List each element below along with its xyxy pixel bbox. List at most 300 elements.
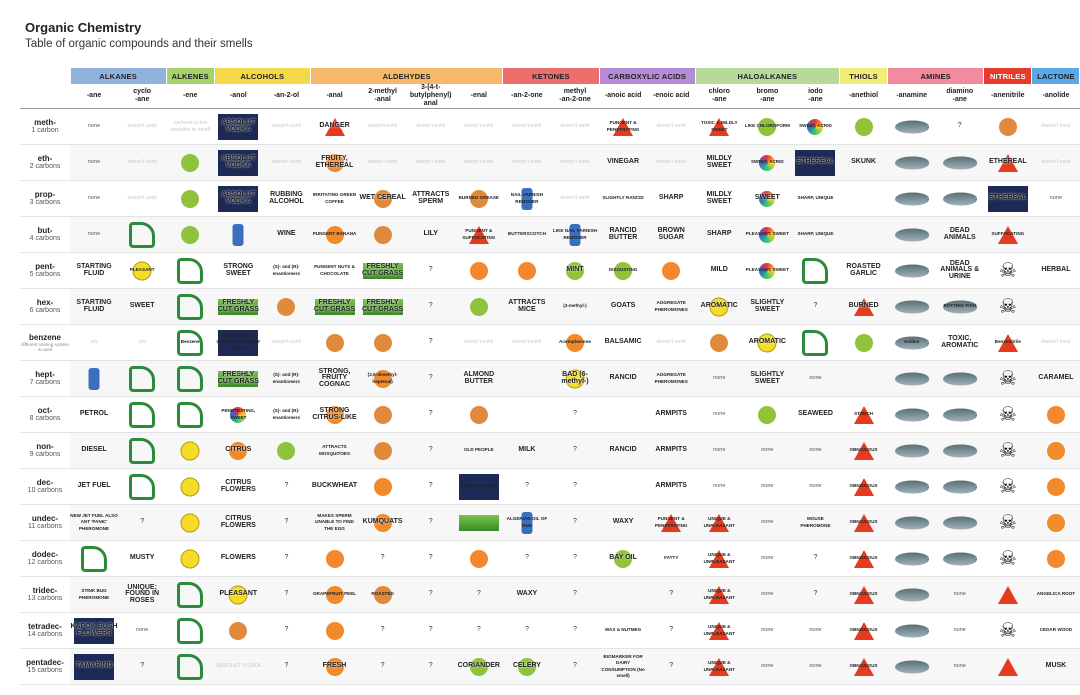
smell-cell	[791, 649, 839, 685]
smell-text: none	[87, 159, 101, 166]
group-header-alkenes: ALKENES	[166, 68, 214, 84]
smell-cell	[70, 577, 118, 613]
smell-cell	[1032, 289, 1080, 325]
smell-text: doesn't exist	[367, 159, 398, 166]
row-carbon-count: 3 carbons	[29, 199, 61, 206]
smell-cell	[70, 253, 118, 289]
smell-cell	[936, 649, 984, 685]
fruit-icon	[1047, 514, 1065, 532]
smell-cell	[599, 649, 647, 685]
column-header: -anol	[214, 84, 262, 109]
smell-text: ?	[428, 518, 433, 526]
smell-cell	[166, 505, 214, 541]
smell-cell	[695, 577, 743, 613]
smell-text: STARTING FLUID	[76, 299, 112, 313]
green-icon	[855, 334, 873, 352]
green-icon	[470, 298, 488, 316]
smell-text: (2,6-dimethyl-heptenal)	[367, 372, 398, 384]
smell-text: BIOMARKER FOR DAIRY CONSUMPTION (No smell)	[601, 653, 645, 678]
drop-icon	[710, 334, 728, 352]
smell-text: RANCID	[609, 374, 637, 382]
smell-cell	[791, 469, 839, 505]
smell-text: GOATS	[610, 302, 636, 310]
smell-text: AGGREGATE PHEROMONES	[654, 372, 688, 384]
smell-text: none	[136, 627, 149, 634]
drop-icon	[374, 442, 392, 460]
smell-text: doesn't exist	[560, 123, 590, 130]
smell-text: doesn't exist	[512, 339, 542, 346]
smell-cell	[214, 253, 262, 289]
smell-text: ?	[428, 374, 433, 382]
pump-icon	[129, 366, 155, 392]
smell-cell	[791, 253, 839, 289]
smell-cell	[1032, 433, 1080, 469]
skull-icon: ☠	[998, 259, 1017, 282]
smell-text: none	[761, 483, 774, 490]
smell-text: BALSAMIC	[604, 338, 642, 346]
smell-text: ?	[428, 590, 433, 598]
smell-cell	[888, 289, 936, 325]
smell-cell	[166, 109, 214, 145]
smell-cell	[407, 289, 455, 325]
suffix-header-row	[20, 84, 1080, 109]
smell-cell	[70, 433, 118, 469]
smell-cell	[262, 325, 310, 361]
skull-icon: ☠	[998, 475, 1017, 498]
smell-text: none	[809, 663, 822, 670]
smell-cell	[984, 469, 1032, 505]
fish-icon	[943, 444, 977, 457]
smell-cell	[359, 109, 407, 145]
smell-cell	[791, 217, 839, 253]
smell-cell	[214, 649, 262, 685]
skull-icon: ☠	[998, 295, 1017, 318]
smell-text: SWEET, ACRID	[750, 159, 784, 165]
fruit-icon	[1047, 550, 1065, 568]
smell-cell	[70, 289, 118, 325]
smell-text: ETHEREAL	[796, 158, 835, 166]
smell-cell	[118, 577, 166, 613]
smell-text: ETHEREAL	[988, 194, 1027, 202]
smell-text: none	[761, 591, 774, 598]
smell-cell	[743, 577, 791, 613]
smell-cell	[455, 145, 503, 181]
smell-cell	[1032, 109, 1080, 145]
row-label	[20, 541, 70, 577]
smell-text: NEW JET FUEL ALSO ANT 'PANIC' PHEROMONE	[70, 512, 118, 531]
smell-text: RUBBING ALCOHOL	[269, 191, 304, 205]
smell-cell	[166, 361, 214, 397]
fruit-icon	[470, 550, 488, 568]
smell-text: ETHEREAL	[988, 158, 1027, 166]
smell-text: doesn't exist	[560, 195, 590, 202]
row-label	[20, 181, 70, 217]
group-header-lactone: LACTONE	[1032, 68, 1080, 84]
smell-cell	[791, 577, 839, 613]
smell-cell	[840, 109, 888, 145]
smell-cell	[840, 181, 888, 217]
smell-cell	[310, 289, 358, 325]
smell-text: DIESEL	[81, 446, 107, 454]
smell-text: none	[761, 627, 774, 634]
group-header-blank	[20, 68, 70, 84]
table-row	[20, 145, 1080, 181]
smell-cell	[647, 433, 695, 469]
drop-icon	[326, 334, 344, 352]
fish-icon	[943, 192, 977, 205]
smell-text: ?	[813, 302, 818, 310]
row-carbon-count: 1 carbon	[31, 127, 59, 134]
smell-cell	[888, 433, 936, 469]
smell-text: SUFFOCATING	[991, 231, 1025, 237]
smell-cell	[166, 145, 214, 181]
smell-cell	[214, 181, 262, 217]
smell-cell	[1032, 649, 1080, 685]
smell-cell	[791, 109, 839, 145]
smell-text: FRESHLY CUT GRASS	[313, 299, 356, 313]
smell-text: KUMQUATS	[362, 518, 403, 526]
smell-cell	[840, 325, 888, 361]
smell-text: UNIQUE & UNPLEASANT	[703, 588, 735, 600]
smell-text: FRUITY, ETHEREAL	[315, 155, 354, 169]
column-header: bromo -ane	[743, 84, 791, 109]
fruit-icon	[662, 262, 680, 280]
smell-cell	[1032, 541, 1080, 577]
smell-text: PUNGENT BANANA	[312, 231, 357, 237]
smell-text: ?	[524, 482, 529, 490]
smell-text: ?	[476, 626, 481, 634]
smell-text: none	[953, 627, 966, 634]
smell-cell	[214, 505, 262, 541]
smell-text: ?	[284, 662, 289, 670]
smell-cell	[407, 253, 455, 289]
smell-text: ?	[573, 518, 577, 526]
smell-cell	[70, 397, 118, 433]
smell-text: MUSTY	[129, 554, 155, 562]
column-header: -anoic acid	[599, 84, 647, 109]
row-prefix: prop-	[34, 190, 56, 199]
smell-text: WAXY	[516, 590, 538, 598]
smell-cell	[214, 109, 262, 145]
smell-cell	[118, 145, 166, 181]
fish-icon	[943, 156, 977, 169]
smell-cell	[503, 217, 551, 253]
smell-text: FRESHLY CUT GRASS	[361, 299, 404, 313]
smell-cell	[647, 253, 695, 289]
smell-cell	[743, 397, 791, 433]
smell-cell	[936, 397, 984, 433]
smell-cell	[840, 145, 888, 181]
group-header-aldehydes: ALDEHYDES	[310, 68, 502, 84]
smell-text: ?	[428, 446, 433, 454]
drop-icon	[470, 406, 488, 424]
smell-cell	[407, 577, 455, 613]
smell-cell	[407, 397, 455, 433]
smell-cell	[551, 253, 599, 289]
smell-text: ?	[573, 482, 577, 490]
green-icon	[277, 442, 295, 460]
smell-text: (S)- and (R)- enantiomers	[272, 264, 301, 276]
smell-cell	[888, 361, 936, 397]
smell-cell	[407, 109, 455, 145]
smell-text: DISGUSTING	[608, 267, 638, 273]
smell-cell	[118, 289, 166, 325]
smell-text: FRESHLY CUT GRASS	[217, 299, 259, 313]
smell-cell	[503, 541, 551, 577]
smell-text: OBNOXIOUS	[849, 627, 878, 633]
smell-text: OBNOXIOUS	[849, 447, 878, 453]
smell-text: ?	[573, 590, 577, 598]
smell-text: BAD (6-methyl-)	[561, 371, 589, 385]
smell-cell	[551, 289, 599, 325]
row-carbon-count: 2 carbons	[29, 163, 61, 170]
smell-text: TAMARIND	[75, 662, 113, 670]
column-header: 2-methyl -anal	[359, 84, 407, 109]
smell-cell	[695, 397, 743, 433]
group-header-row	[20, 68, 1080, 84]
smell-text: BROWN SUGAR	[657, 227, 685, 241]
smell-cell	[743, 505, 791, 541]
smell-cell	[70, 541, 118, 577]
smell-cell	[551, 469, 599, 505]
smell-text: WINE	[277, 230, 296, 238]
smell-cell	[888, 541, 936, 577]
smell-cell	[214, 577, 262, 613]
smell-cell	[407, 505, 455, 541]
row-carbon-count: 6 carbons	[29, 307, 61, 314]
smell-cell	[118, 109, 166, 145]
smell-cell	[840, 541, 888, 577]
smell-text: SICKENINGLY SWEET AND TARRY Phenol	[216, 332, 261, 351]
smell-cell	[1032, 397, 1080, 433]
page-title: Organic Chemistry	[25, 20, 142, 35]
warn-icon	[998, 658, 1018, 676]
smell-text: Aniline	[903, 339, 920, 345]
row-prefix: eth-	[37, 154, 53, 163]
smell-text: doesn't exist	[464, 339, 494, 346]
smell-cell	[455, 505, 503, 541]
smell-text: ?	[573, 626, 577, 634]
row-carbon-count: 10 carbons	[27, 487, 63, 494]
pump-icon	[81, 546, 107, 572]
smell-cell	[551, 649, 599, 685]
smell-text: ATTRACTS MOSQUITOES	[318, 444, 351, 456]
smell-text: UNIQUE & UNPLEASANT	[703, 552, 735, 564]
smell-cell	[166, 397, 214, 433]
smell-text: doesn't exist	[656, 339, 686, 346]
smell-cell	[262, 613, 310, 649]
smell-text: AGGREGATE PHEROMONES	[654, 300, 688, 312]
smell-cell	[407, 181, 455, 217]
smell-cell	[647, 325, 695, 361]
smell-cell	[984, 289, 1032, 325]
smell-cell	[743, 145, 791, 181]
smell-text: ?	[573, 410, 577, 418]
smell-cell	[936, 613, 984, 649]
smell-cell	[70, 613, 118, 649]
smell-text: PUNGENT & PENETRATING	[654, 516, 688, 528]
smell-cell	[984, 325, 1032, 361]
smell-text: none	[713, 375, 726, 382]
smell-text: DANGER	[319, 122, 350, 130]
smell-text: PETROL	[79, 410, 109, 418]
smell-cell	[888, 469, 936, 505]
smell-text: Acetophenone	[559, 339, 591, 345]
smell-text: ?	[573, 554, 577, 562]
drop-icon	[277, 298, 295, 316]
smell-text: ?	[573, 446, 577, 454]
smell-cell	[118, 361, 166, 397]
smell-text: OBNOXIOUS	[849, 555, 878, 561]
smell-cell	[310, 397, 358, 433]
column-header: -enoic acid	[647, 84, 695, 109]
smell-text: none	[809, 447, 822, 454]
smell-text: CITRUS FLOWERS	[220, 479, 256, 493]
smell-cell	[214, 433, 262, 469]
smell-cell	[743, 361, 791, 397]
smell-cell	[599, 289, 647, 325]
smell-cell	[551, 361, 599, 397]
fish-icon	[943, 552, 977, 565]
row-prefix: pentadec-	[26, 658, 64, 667]
fruit-icon	[1047, 442, 1065, 460]
table-row	[20, 505, 1080, 541]
smell-text: OBNOXIOUS	[849, 483, 878, 489]
smell-cell	[455, 325, 503, 361]
smell-text: ATORA TALLOW	[460, 483, 497, 489]
smell-cell	[647, 469, 695, 505]
smell-text: UNIQUE; FOUND IN ROSES	[125, 583, 160, 604]
smell-text: ?	[428, 662, 433, 670]
table-row	[20, 613, 1080, 649]
smell-cell	[70, 181, 118, 217]
smell-cell	[840, 649, 888, 685]
smell-text: none	[809, 483, 822, 490]
smell-cell	[647, 181, 695, 217]
fish-icon	[943, 372, 977, 385]
smell-cell	[310, 325, 358, 361]
pump-icon	[177, 258, 203, 284]
row-carbon-count: 11 carbons	[27, 523, 63, 530]
smell-cell	[503, 109, 551, 145]
smell-cell	[695, 649, 743, 685]
smell-text: UNIQUE & UNPLEASANT	[703, 624, 735, 636]
row-carbon-count: 8 carbons	[29, 415, 61, 422]
fish-icon	[895, 156, 929, 169]
smell-cell	[359, 361, 407, 397]
column-header: methyl -an-2-one	[551, 84, 599, 109]
smell-cell	[599, 325, 647, 361]
smell-text: RANCID BUTTER	[608, 227, 638, 241]
smile-icon	[181, 477, 200, 496]
smell-text: none	[761, 519, 774, 526]
smell-text: JET FUEL	[77, 482, 111, 490]
smell-text: n/a	[90, 339, 98, 346]
smell-cell	[599, 181, 647, 217]
smell-text: STINK BUG PHEROMONE	[78, 588, 110, 600]
smell-text: ?	[380, 554, 385, 562]
skull-icon: ☠	[998, 511, 1017, 534]
smell-cell	[70, 361, 118, 397]
smell-cell	[70, 217, 118, 253]
smell-cell	[262, 541, 310, 577]
smell-cell	[551, 613, 599, 649]
smell-cell	[118, 397, 166, 433]
table-row	[20, 325, 1080, 361]
suffix-header-blank	[20, 84, 70, 109]
fruit-icon	[326, 550, 344, 568]
smell-cell	[214, 325, 262, 361]
smell-text: ?	[140, 662, 145, 670]
smell-cell	[743, 289, 791, 325]
smell-cell	[743, 217, 791, 253]
smell-text: ABSOLUT VODKA	[221, 191, 256, 205]
smell-cell	[214, 289, 262, 325]
group-header-alkanes: ALKANES	[70, 68, 166, 84]
smell-text: ?	[140, 518, 145, 526]
table-row	[20, 469, 1080, 505]
fish-icon	[943, 480, 977, 493]
smell-cell	[359, 181, 407, 217]
pump-icon	[129, 402, 155, 428]
smell-cell	[599, 433, 647, 469]
smell-cell	[888, 109, 936, 145]
smell-text: ALGERIAN OIL OF RUE	[506, 516, 548, 528]
smell-text: MILD	[710, 266, 728, 274]
warn-icon	[998, 586, 1018, 604]
green-icon	[758, 406, 776, 424]
smell-cell	[840, 217, 888, 253]
smell-cell	[455, 109, 503, 145]
smell-text: TOXIC, AROMATIC	[941, 335, 979, 349]
smell-cell	[743, 649, 791, 685]
smell-cell	[407, 325, 455, 361]
smell-text: DEAD ANIMALS & URINE	[940, 259, 980, 280]
smell-text: doesn't exist	[464, 159, 494, 166]
row-prefix: dodec-	[31, 550, 59, 559]
smell-text: ANGELICA ROOT	[1036, 591, 1076, 597]
smell-text: ?	[380, 626, 385, 634]
smell-cell	[791, 325, 839, 361]
smell-text: MILK	[518, 446, 536, 454]
smell-text: PLEASANT	[129, 267, 155, 273]
smell-cell	[262, 361, 310, 397]
group-header-thiols: THIOLS	[840, 68, 888, 84]
smell-cell	[791, 145, 839, 181]
pump-icon	[177, 618, 203, 644]
smell-text: ?	[428, 554, 433, 562]
smell-cell	[647, 505, 695, 541]
smell-cell	[310, 649, 358, 685]
smell-text: doesn't exist	[1041, 339, 1071, 346]
smell-text: BUCKWHEAT	[311, 482, 358, 490]
smell-cell	[791, 181, 839, 217]
smell-text: WAXY	[612, 518, 634, 526]
smell-cell	[840, 577, 888, 613]
smell-text: doesn't exist	[367, 123, 398, 130]
smell-text: PLEASANT	[219, 590, 258, 598]
smell-cell	[1032, 361, 1080, 397]
smell-cell	[791, 361, 839, 397]
smell-cell	[166, 181, 214, 217]
smell-text: TOXIC & MILDLY SWEET	[701, 120, 738, 132]
smell-cell	[262, 505, 310, 541]
smell-cell	[695, 505, 743, 541]
smell-cell	[743, 109, 791, 145]
pump-icon	[177, 654, 203, 680]
smell-cell	[695, 217, 743, 253]
smell-text: STRONG CITRUS-LIKE	[312, 407, 357, 421]
